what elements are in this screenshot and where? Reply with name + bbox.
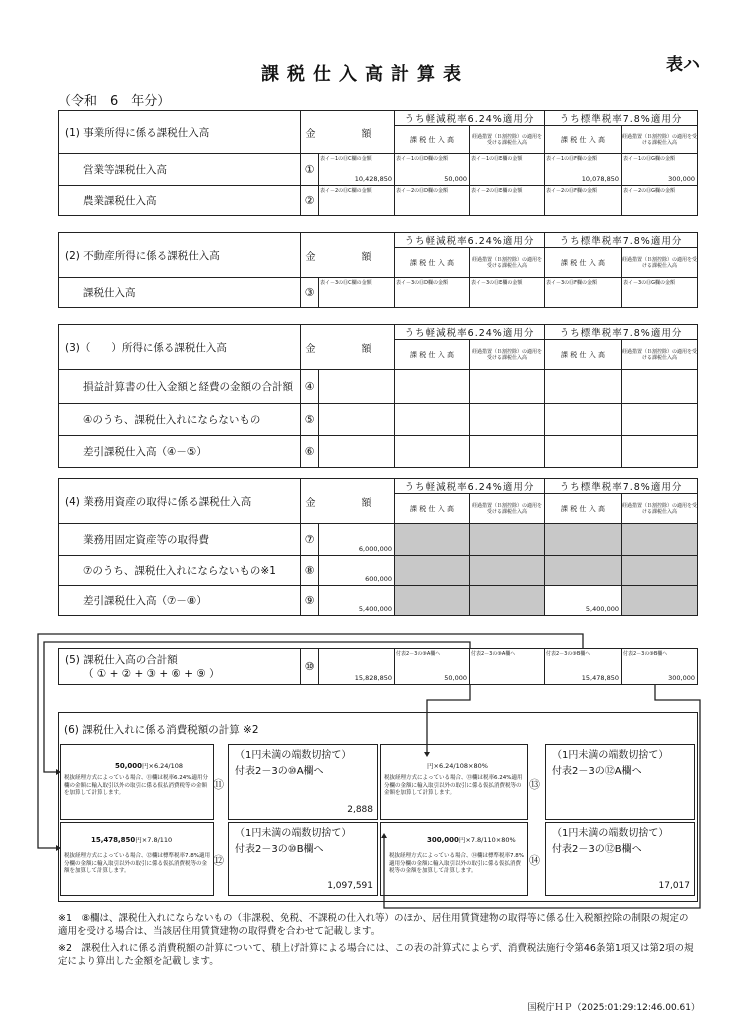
c12-dest: 付表2－3の⑩B欄へ [235,844,324,855]
hdr-taxable: 課 税 仕 入 高 [545,340,622,370]
ref-text: 表イ－3の⑪C欄の金額 [320,280,372,286]
hdr-transitional: 経過措置（Ｂ割控除）の適用を受ける課税仕入高 [470,340,545,370]
s3-title: (3)（ ）所得に係る課税仕入高 [59,325,301,370]
arrowhead [381,833,387,838]
row3-no: ③ [301,278,319,308]
ref-text: 表イ－2の⑪D欄の金額 [396,188,449,194]
c13-round: （1円未満の端数切捨て） [552,750,669,761]
ref-text: 表イ－1の⑪G欄の金額 [623,156,676,162]
c12-calc: 円×7.8/110 [135,836,173,844]
hdr-taxable: 課 税 仕 入 高 [545,248,622,278]
reduced-header: うち軽減税率6.24%適用分 [395,111,545,126]
row8-no: ⑧ [301,556,319,586]
value: 50,000 [444,175,467,183]
c14-result: 17,017 [658,881,690,891]
row6-no: ⑥ [301,436,319,468]
amount-header: 金 額 [301,111,395,154]
value: 15,828,850 [354,674,392,682]
c14-base: 300,000 [427,836,459,844]
ref-text: 付表2－3の⑨A欄へ [396,651,441,657]
c14-no: ⑭ [529,854,540,867]
hdr-transitional: 経過措置（Ｂ割控除）の適用を受ける課税仕入高 [470,248,545,278]
c14-note: 税抜経理方式によっている場合、⑭欄は標準税率7.8%適用分欄の金額に輸入取引以外の取引に係る仮払消費税等の金額を加算して計算します。 [389,853,524,874]
standard-header: うち標準税率7.8%適用分 [545,233,698,248]
c11-base: 50,000 [115,762,143,770]
hdr-transitional: 経過措置（Ｂ割控除）の適用を受ける課税仕入高 [470,126,545,154]
ref-text: 付表2－3の⑨B欄へ [623,651,668,657]
row7-label: 業務用固定資産等の取得費 [59,524,301,556]
ref-text: 表イ－1の⑪C欄の金額 [320,156,372,162]
row8-label: ⑦のうち、課税仕入れにならないもの※1 [59,556,301,586]
c13-dest: 付表2－3の⑫A欄へ [552,766,642,777]
standard-header: うち標準税率7.8%適用分 [545,325,698,340]
row4-label: 損益計算書の仕入金額と経費の金額の合計額 [59,370,301,404]
hdr-taxable: 課 税 仕 入 高 [395,494,470,524]
ref-text: 表イ－2の⑪F欄の金額 [546,188,598,194]
row9-label: 差引課税仕入高（⑦－⑧） [59,586,301,616]
ref-text: 表イ－3の⑪E欄の金額 [471,280,523,286]
row2-no: ② [301,186,319,216]
s2-title: (2) 不動産所得に係る課税仕入高 [59,233,301,278]
hdr-transitional: 経過措置（Ｂ割控除）の適用を受ける課税仕入高 [622,340,698,370]
arrowhead [56,845,61,851]
hdr-taxable: 課 税 仕 入 高 [395,126,470,154]
row7-no: ⑦ [301,524,319,556]
hdr-taxable: 課 税 仕 入 高 [395,340,470,370]
s1-title: (1) 事業所得に係る課税仕入高 [59,111,301,154]
c11-no: ⑪ [213,778,224,791]
year-label: （令和 6 年分） [58,94,171,109]
c14-round: （1円未満の端数切捨て） [552,828,669,839]
c11-calc: 円×6.24/108 [142,762,184,770]
ref-text: 表イ－2の⑪G欄の金額 [623,188,676,194]
c14-dest: 付表2－3の⑫B欄へ [552,844,642,855]
value: 5,400,000 [585,605,619,613]
ref-text: 表イ－3の⑪F欄の金額 [546,280,598,286]
ref-text: 表イ－1の⑪E欄の金額 [471,156,523,162]
row5-no: ⑤ [301,404,319,436]
value: 6,000,000 [358,545,392,553]
row2-label: 農業課税仕入高 [59,186,301,216]
arrowhead [56,769,61,775]
hdr-transitional: 経過措置（Ｂ割控除）の適用を受ける課税仕入高 [622,126,698,154]
row9-no: ⑨ [301,586,319,616]
c13-note: 税抜経理方式によっている場合、⑬欄は税率6.24%適用分欄の金額に輸入取引以外の取引に係る仮払消費税等の金額を加算して計算します。 [384,775,523,796]
reduced-header: うち軽減税率6.24%適用分 [395,479,545,494]
s6-title: (6) 課税仕入れに係る消費税額の計算 ※2 [64,724,259,736]
s5-formula: （ ① + ② + ③ + ⑥ + ⑨ ） [83,667,220,680]
c12-base: 15,478,850 [91,836,136,844]
row1-no: ① [301,154,319,186]
hdr-transitional: 経過措置（Ｂ割控除）の適用を受ける課税仕入高 [470,494,545,524]
row6-label: 差引課税仕入高（④－⑤） [59,436,301,468]
standard-header: うち標準税率7.8%適用分 [545,479,698,494]
arrow-reduced-to-c11 [44,642,470,772]
value: 600,000 [365,575,392,583]
value: 10,078,850 [581,175,619,183]
value: 15,478,850 [581,674,619,682]
ref-text: 表イ－1の⑪F欄の金額 [546,156,598,162]
c14-calc: 円×7.8/110×80% [458,836,516,844]
arrow-std-to-c12 [38,634,583,848]
footer-source: 国税庁ＨＰ（2025:01:29:12:46.00.61） [527,1003,700,1013]
c12-note: 税抜経理方式によっている場合、⑫欄は標準税率7.8%適用分欄の金額に輸入取引以外の取引に係る仮払消費税等の金額を加算して計算します。 [64,853,210,874]
value: 5,400,000 [358,605,392,613]
row3-label: 課税仕入高 [59,278,301,308]
arrow-std-trans-to-c14 [384,684,700,908]
ref-text: 表イ－3の⑪D欄の金額 [396,280,449,286]
page-title: 課税仕入高計算表 [261,64,469,85]
arrow-trans-to-c13 [427,684,470,752]
ref-text: 付表2－3の⑨B欄へ [546,651,591,657]
row10-no: ⑩ [301,649,319,685]
c12-no: ⑫ [213,854,224,867]
ref-text: 表イ－1の⑪D欄の金額 [396,156,449,162]
c11-result: 2,888 [347,805,373,815]
s5-title: (5) 課税仕入高の合計額 [65,653,178,666]
value: 10,428,850 [354,175,392,183]
s4-title: (4) 業務用資産の取得に係る課税仕入高 [59,479,301,524]
c11-note: 税抜経理方式によっている場合、⑪欄は税率6.24%適用分欄の金額に輸入取引以外の取引に係る仮払消費税等の金額を加算して計算します。 [64,775,208,796]
ref-text: 表イ－2の⑪C欄の金額 [320,188,372,194]
c11-round: （1円未満の端数切捨て） [235,750,352,761]
row1-label: 営業等課税仕入高 [59,154,301,186]
value: 300,000 [668,674,695,682]
c13-calc: 円×6.24/108×80% [427,762,488,770]
arrowhead [424,752,430,757]
ref-text: 表イ－2の⑪E欄の金額 [471,188,523,194]
ref-text: 付表2－3の⑨A欄へ [471,651,516,657]
c12-round: （1円未満の端数切捨て） [235,828,352,839]
hdr-taxable: 課 税 仕 入 高 [545,494,622,524]
form-id: 表ハ [666,55,700,75]
ref-text: 表イ－3の⑪G欄の金額 [623,280,676,286]
c13-no: ⑬ [529,778,540,791]
value: 300,000 [668,175,696,183]
c12-result: 1,097,591 [327,881,373,891]
note-2: ※2 課税仕入れに係る消費税額の計算について、積上げ計算による場合には、この表の計算式によらず、消費税法施行令第46条第1項又は第2項の規定により算出した金額を記載します。 [58,943,694,967]
row5-label: ④のうち、課税仕入れにならないもの [59,404,301,436]
standard-header: うち標準税率7.8%適用分 [545,111,698,126]
c11-dest: 付表2－3の⑩A欄へ [235,766,324,777]
note-1: ※1 ⑧欄は、課税仕入れにならないもの（非課税、免税、不課税の仕入れ等）のほか、居住用賃貸建物の取得等に係る仕入税額控除の制限の規定の適用を受ける場合は、当該居住用賃貸建物の取得費を合わせて記載します。 [58,913,689,937]
hdr-taxable: 課 税 仕 入 高 [545,126,622,154]
hdr-transitional: 経過措置（Ｂ割控除）の適用を受ける課税仕入高 [622,494,698,524]
hdr-transitional: 経過措置（Ｂ割控除）の適用を受ける課税仕入高 [622,248,698,278]
hdr-taxable: 課 税 仕 入 高 [395,248,470,278]
value: 50,000 [444,674,467,682]
amount-header: 金 額 [301,233,395,278]
row4-no: ④ [301,370,319,404]
amount-header: 金 額 [301,325,395,370]
reduced-header: うち軽減税率6.24%適用分 [395,325,545,340]
reduced-header: うち軽減税率6.24%適用分 [395,233,545,248]
amount-header: 金 額 [301,479,395,524]
